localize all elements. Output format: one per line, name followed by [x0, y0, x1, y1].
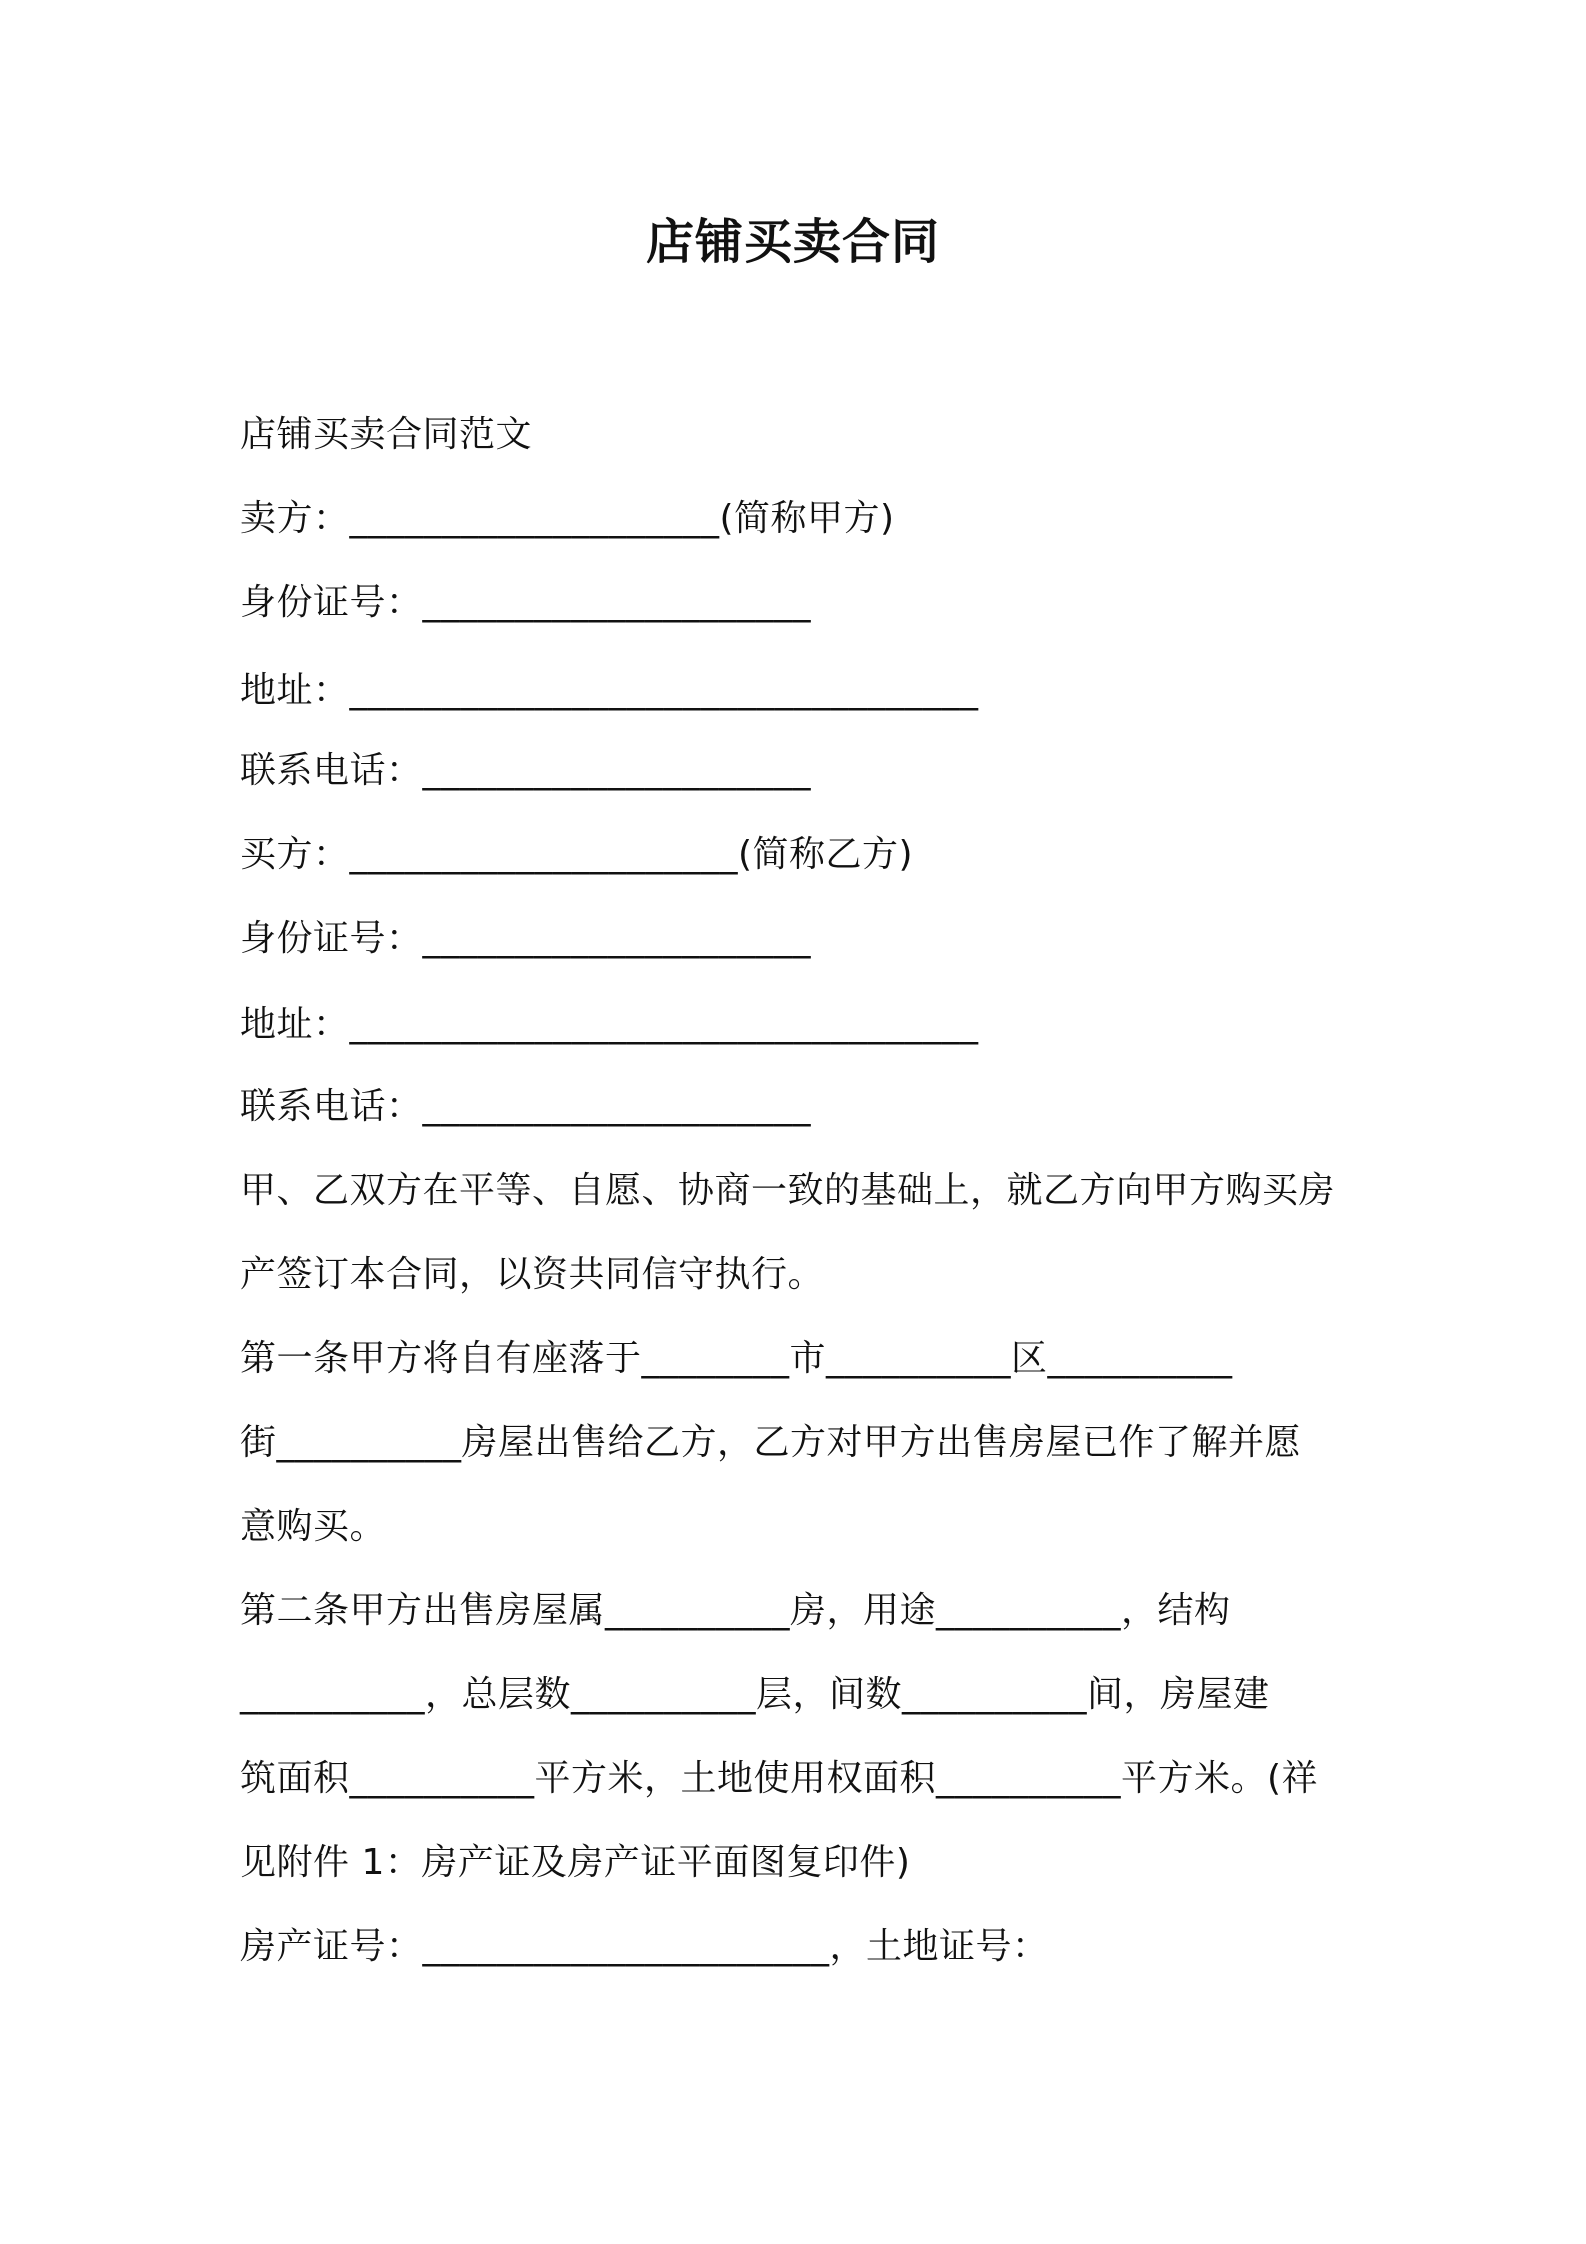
document-title: 店铺买卖合同	[645, 214, 940, 270]
buyer-line: 买方：_____________________(简称乙方)	[240, 834, 914, 875]
preamble-line-1: 甲、乙双方在平等、自愿、协商一致的基础上，就乙方向甲方购买房	[240, 1170, 1336, 1211]
article-2-line-1: 第二条甲方出售房屋属__________房，用途__________，结构	[240, 1590, 1231, 1631]
article-2-line-3: 筑面积__________平方米，土地使用权面积__________平方米。(祥	[240, 1758, 1319, 1799]
buyer-phone-line: 联系电话：_____________________	[240, 1086, 812, 1127]
certificate-number-line: 房产证号：______________________，土地证号：	[240, 1926, 1049, 1967]
article-2-line-2: __________，总层数__________层，间数__________间，房屋建	[240, 1674, 1270, 1715]
seller-phone-line: 联系电话：_____________________	[240, 750, 812, 791]
article-2-line-4: 见附件 1：房产证及房产证平面图复印件)	[240, 1842, 911, 1883]
seller-line: 卖方：____________________(简称甲方)	[240, 498, 895, 539]
preamble-line-2: 产签订本合同，以资共同信守执行。	[240, 1254, 825, 1295]
buyer-id-line: 身份证号：_____________________	[240, 918, 812, 959]
subtitle-line: 店铺买卖合同范文	[240, 414, 533, 455]
buyer-address-line: 地址：__________________________________	[240, 1004, 979, 1045]
article-1-line-1: 第一条甲方将自有座落于________市__________区__________	[240, 1338, 1233, 1379]
seller-id-line: 身份证号：_____________________	[240, 582, 812, 623]
seller-address-line: 地址：__________________________________	[240, 670, 979, 711]
article-1-line-2: 街__________房屋出售给乙方，乙方对甲方出售房屋已作了解并愿	[240, 1422, 1302, 1463]
article-1-line-3: 意购买。	[240, 1506, 387, 1547]
